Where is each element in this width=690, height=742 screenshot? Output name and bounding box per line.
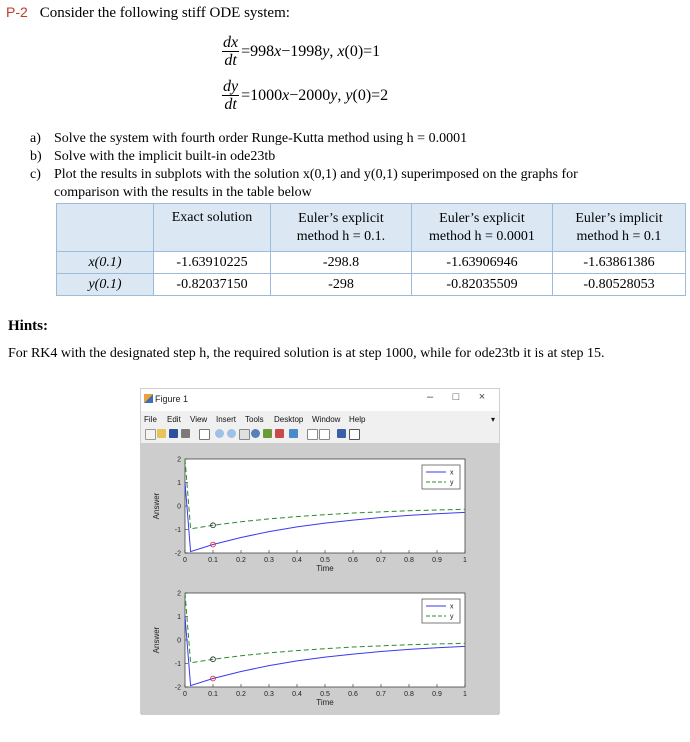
brush-icon[interactable] [275,429,284,438]
y-tick-label: 2 [177,456,181,464]
x-tick-label: 0.4 [292,557,302,564]
x-tick-label: 1 [463,691,467,698]
x-tick-label: 0.8 [404,557,414,564]
y-axis-label: Answer [152,492,161,520]
open-file-icon[interactable] [157,429,166,438]
y-tick-label: -1 [174,661,181,668]
x-tick-label: 0.7 [376,557,386,564]
table-cell: -0.82037150 [154,274,271,296]
rotate-3d-icon[interactable] [251,429,260,438]
legend-label: x [450,603,454,611]
matlab-figure-icon [144,394,153,403]
x-tick-label: 0.2 [236,691,246,698]
menu-window[interactable]: Window [312,415,341,424]
x-tick-label: 0.7 [376,691,386,698]
menu-help[interactable]: Help [349,415,366,424]
fraction-dxdt: $\frac{dx}{dt}$ [223,34,239,69]
insert-colorbar-icon[interactable] [307,429,318,440]
y-tick-label: -2 [174,684,181,692]
menu-file[interactable]: File [144,415,157,424]
maximize-button[interactable]: □ [452,391,460,403]
x-tick-label: 0.9 [432,557,442,564]
x-tick-label: 0.6 [348,691,358,698]
y-axis-label: Answer [152,626,161,654]
menu-overflow-arrow-icon[interactable]: ▾ [490,415,495,424]
legend-label: y [450,613,454,621]
legend-label: x [450,469,454,477]
table-header-cell: Exact solution [154,204,271,252]
x-tick-label: 0.1 [208,691,218,698]
x-tick-label: 0.6 [348,557,358,564]
x-tick-label: 0.5 [320,691,330,698]
task-item-b: b) Solve with the implicit built-in ode23tb [30,149,276,164]
x-tick-label: 0.3 [264,557,274,564]
minimize-button[interactable]: – [426,391,434,403]
table-cell: -298.8 [271,252,412,274]
table-header-cell: Euler’s explicit method h = 0.1. [271,204,412,252]
task-list [30,130,644,202]
menu-desktop[interactable]: Desktop [274,415,304,424]
link-plot-icon[interactable] [289,429,298,438]
save-icon[interactable] [169,429,178,438]
legend-box [422,465,460,489]
hide-plot-tools-icon[interactable] [337,429,346,438]
table-cell: -0.82035509 [412,274,553,296]
table-cell: -1.63861386 [553,252,686,274]
table-header-cell [57,204,154,252]
table-row-label: y(0.1) [57,274,154,296]
y-tick-label: -2 [174,550,181,558]
y-tick-label: 0 [177,637,181,645]
show-plot-tools-icon[interactable] [349,429,360,440]
legend-box [422,599,460,623]
table-cell: -298 [271,274,412,296]
menu-edit[interactable]: Edit [167,415,181,424]
hints-title: Hints: [8,318,49,334]
x-tick-label: 0.8 [404,691,414,698]
y-tick-label: 0 [177,503,181,511]
table-cell: -0.80528053 [553,274,686,296]
x-tick-label: 0.4 [292,691,302,698]
problem-intro: Consider the following stiff ODE system: [39,5,290,21]
equation-dy: $\frac{dy}{dt}$ =1000x−2000y, y(0)=2 [223,78,389,113]
x-axis-label: Time [316,564,334,573]
problem-id: P-2 [6,4,28,20]
task-item-c: c) Plot the results in subplots with the solution x(0,1) and y(0,1) superimposed on the graphs for comparison with the results in the table below [30,167,578,200]
table-header-cell: Euler’s implicit method h = 0.1 [553,204,686,252]
x-tick-label: 0.1 [208,557,218,564]
comparison-table [56,203,686,296]
new-figure-icon[interactable] [145,429,156,440]
table-row [57,274,686,296]
print-icon[interactable] [181,429,190,438]
fraction-dydt: $\frac{dy}{dt}$ [223,78,239,113]
y-tick-label: 2 [177,590,181,598]
subplots-svg [141,443,499,715]
zoom-in-icon[interactable] [215,429,224,438]
menu-insert[interactable]: Insert [216,415,237,424]
table-row-label: x(0.1) [57,252,154,274]
x-axis-label: Time [316,698,334,707]
menu-bar [141,411,499,427]
hints-text: For RK4 with the designated step h, the required solution is at step 1000, while for ode23tb it is at step 15. [8,346,605,361]
table-row [57,252,686,274]
pan-icon[interactable] [239,429,250,440]
x-tick-label: 0.5 [320,557,330,564]
plot-area [141,443,499,715]
close-button[interactable]: × [478,391,486,403]
figure-toolbar [141,427,499,441]
x-tick-label: 0 [183,557,187,564]
x-tick-label: 0.2 [236,557,246,564]
data-cursor-icon[interactable] [263,429,272,438]
y-tick-label: -1 [174,527,181,534]
matlab-figure-window[interactable] [140,388,500,714]
zoom-out-icon[interactable] [227,429,236,438]
table-cell: -1.63906946 [412,252,553,274]
task-item-a: a) Solve the system with fourth order Runge-Kutta method using h = 0.0001 [30,131,468,146]
menu-tools[interactable]: Tools [245,415,264,424]
window-titlebar[interactable] [141,389,499,411]
table-cell: -1.63910225 [154,252,271,274]
x-tick-label: 1 [463,557,467,564]
x-tick-label: 0 [183,691,187,698]
problem-header [6,4,290,22]
x-tick-label: 0.3 [264,691,274,698]
edit-plot-icon[interactable] [199,429,210,440]
menu-view[interactable]: View [190,415,208,424]
legend-label: y [450,479,454,487]
equation-dx: $\frac{dx}{dt}$ =998x−1998y, x(0)=1 [223,34,381,69]
y-tick-label: 1 [177,480,181,487]
table-header-row [57,204,686,252]
window-title: Figure 1 [155,394,189,404]
y-tick-label: 1 [177,614,181,621]
insert-legend-icon[interactable] [319,429,330,440]
x-tick-label: 0.9 [432,691,442,698]
table-header-cell: Euler’s explicit method h = 0.0001 [412,204,553,252]
